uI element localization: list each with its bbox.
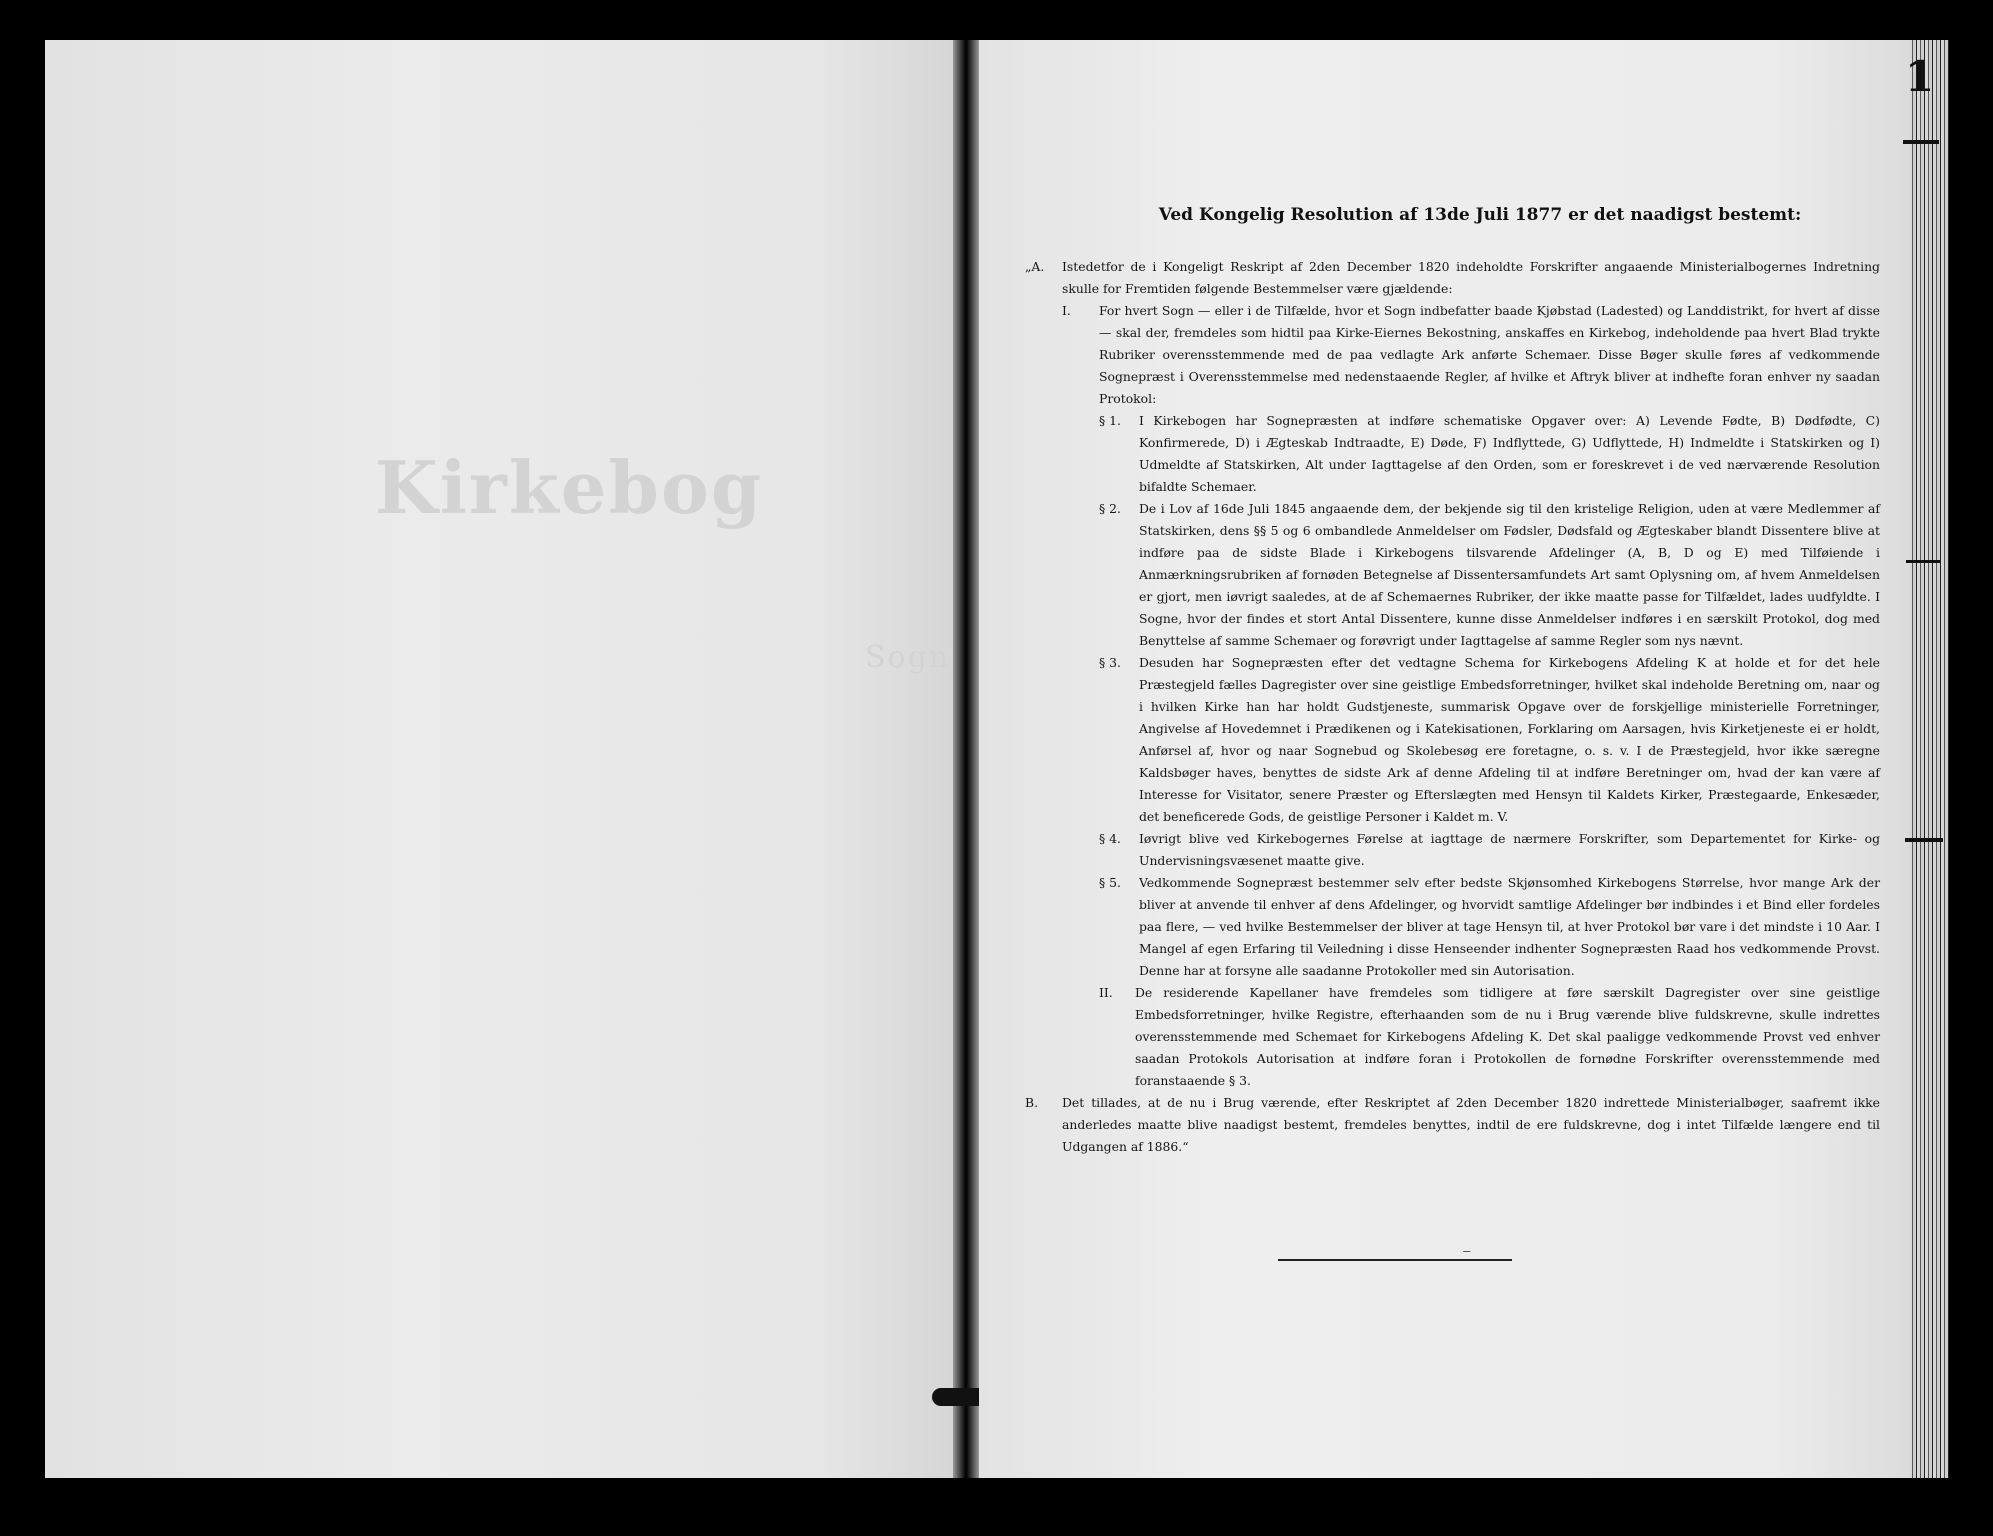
paragraph-1 — [1099, 410, 1880, 498]
section-a — [1025, 256, 1880, 300]
paragraph-4 — [1099, 828, 1880, 872]
section-ii — [1099, 982, 1880, 1092]
section-a-text: Istedetfor de i Kongeligt Reskript af 2den December 1820 indeholdte Forskrifter angaaende Ministerialbogernes Indretning skulle for Fremtiden følgende Bestemmelser være gjældende: — [1062, 259, 1880, 296]
left-page — [45, 40, 953, 1478]
bleed-through-title: Kirkebog — [375, 445, 764, 530]
section-ii-label: II. — [1099, 985, 1113, 1000]
paragraph-5-text: Vedkommende Sognepræst bestemmer selv efter bedste Skjønsomhed Kirkebogens Størrelse, hvor mange Ark der bliver at anvende til enhver af dens Afdelinger, og hvorvidt samtlige Afdelinger bør indbindes i et Bind eller fordeles paa flere, — ved hvilke Bestemmelser der bliver at tage Hensyn til, at hver Protokol bør vare i det mindste i 10 Aar. I Mangel af egen Erfaring til Veiledning i disse Henseender indhenter Sognepræsten Raad hos vedkommende Provst. Denne har at forsyne alle saadanne Protokoller med sin Autorisation. — [1139, 875, 1880, 978]
paragraph-2 — [1099, 498, 1880, 652]
page-edges — [1909, 40, 1949, 1478]
section-b-label: B. — [1025, 1095, 1039, 1110]
section-a-label: „A. — [1025, 259, 1045, 274]
resolution-heading: Ved Kongelig Resolution af 13de Juli 1877 er det naadigst bestemt: — [1158, 205, 1802, 225]
bleed-through-line: Sogn — [865, 640, 951, 675]
section-b-text: Det tillades, at de nu i Brug værende, efter Reskriptet af 2den December 1820 indrettede Ministerialbøger, saafremt ikke anderledes maatte blive naadigst bestemt, fremdeles benyttes, indtil de ere fuldskrevne, dog i intet Tilfælde længere end til Udgangen af 1886.“ — [1062, 1095, 1880, 1154]
edge-tab — [1903, 140, 1939, 144]
book-gutter — [953, 40, 979, 1478]
paragraph-2-text: De i Lov af 16de Juli 1845 angaaende dem, der bekjende sig til den kristelige Religion, uden at være Medlemmer af Statskirken, dens §§ 5 og 6 ombandlede Anmeldelser om Fødsler, Dødsfald og Ægteskaber blandt Dissentere blive at indføre paa de sidste Blade i Kirkebogens tilsvarende Afdelinger (A, B, D og E) med Tilføiende i Anmærkningsrubriken af fornøden Betegnelse af Dissentersamfundets Art samt Oplysning om, af hvem Anmeldelsen er gjort, men iøvrigt saaledes, at de af Schemaernes Rubriker, der ikke maatte passe for Tilfældet, lades uudfyldte. I Sogne, hvor der findes et stort Antal Dissentere, kunne disse Anmeldelser indføres i en særskilt Protokol, dog med Benyttelse af samme Schemaer og forøvrigt under Iagttagelse af samme Regler som nys nævnt. — [1139, 501, 1880, 648]
section-i-text: For hvert Sogn — eller i de Tilfælde, hvor et Sogn indbefatter baade Kjøbstad (Ladested) og Landdistrikt, for hvert af disse — skal der, fremdeles som hidtil paa Kirke-Eiernes Bekostning, anskaffes en Kirkebog, indeholdende paa hvert Blad trykte Rubriker overensstemmende med de paa vedlagte Ark anførte Schemaer. Disse Bøger skulle føres af vedkommende Sognepræst i Overensstemmelse med nedenstaaende Regler, af hvilke et Aftryk bliver at indhefte foran enhver ny saadan Protokol: — [1099, 303, 1880, 406]
section-i-label: I. — [1062, 303, 1071, 318]
paragraph-3 — [1099, 652, 1880, 828]
paragraph-3-label: § 3. — [1099, 655, 1121, 670]
page-number: 1 — [1905, 52, 1935, 101]
closing-rule — [1278, 1259, 1512, 1261]
resolution-body — [1025, 256, 1880, 1158]
section-i — [1062, 300, 1880, 410]
section-ii-text: De residerende Kapellaner have fremdeles som tidligere at føre særskilt Dagregister over sine geistlige Embedsforretninger, hvilke Registre, efterhaanden som de nu i Brug værende blive fuldskrevne, skulle indrettes overensstemmende med Schemaet for Kirkebogens Afdeling K. Det skal paaligge vedkommende Provst ved enhver saadan Protokols Autorisation at indføre foran i Protokollen de fornødne Forskrifter overensstemmende med foranstaaende § 3. — [1135, 985, 1880, 1088]
edge-tab — [1906, 560, 1940, 563]
paragraph-4-text: Iøvrigt blive ved Kirkebogernes Førelse at iagttage de nærmere Forskrifter, som Departementet for Kirke- og Undervisningsvæsenet maatte give. — [1139, 831, 1880, 868]
paragraph-1-label: § 1. — [1099, 413, 1121, 428]
closing-rule-flourish: ⁻ — [1462, 1245, 1472, 1266]
paragraph-5-label: § 5. — [1099, 875, 1121, 890]
paragraph-2-label: § 2. — [1099, 501, 1121, 516]
edge-tab — [1905, 838, 1943, 842]
section-b — [1025, 1092, 1880, 1158]
paragraph-4-label: § 4. — [1099, 831, 1121, 846]
paragraph-3-text: Desuden har Sognepræsten efter det vedtagne Schema for Kirkebogens Afdeling K at holde et for det hele Præstegjeld fælles Dagregister over sine geistlige Embedsforretninger, hvilket skal indeholde Beretning om, naar og i hvilken Kirke han har holdt Gudstjeneste, summarisk Opgave over de forskjellige ministerielle Forretninger, Angivelse af Hovedemnet i Prædikenen og i Katekisationen, Forklaring om Aarsagen, hvis Kirketjeneste ei er holdt, Anførsel af, hvor og naar Sognebud og Skolebesøg ere foretagne, o. s. v. I de Præstegjeld, hvor ikke særegne Kaldsbøger haves, benyttes de sidste Ark af denne Afdeling til at indføre Beretninger om, hvad der kan være af Interesse for Visitator, senere Præster og Efterslægten med Hensyn til Kaldets Kirker, Præstegaarde, Enkesæder, det beneficerede Gods, de geistlige Personer i Kaldet m. V. — [1139, 655, 1880, 824]
paragraph-5 — [1099, 872, 1880, 982]
paragraph-1-text: I Kirkebogen har Sognepræsten at indføre schematiske Opgaver over: A) Levende Fødte, B) Dødfødte, C) Konfirmerede, D) i Ægteskab Indtraadte, E) Døde, F) Indflyttede, G) Udflyttede, H) Indmeldte i Statskirken og I) Udmeldte af Statskirken, Alt under Iagttagelse af den Orden, som er foreskrevet i de ved nærværende Resolution bifaldte Schemaer. — [1139, 413, 1880, 494]
